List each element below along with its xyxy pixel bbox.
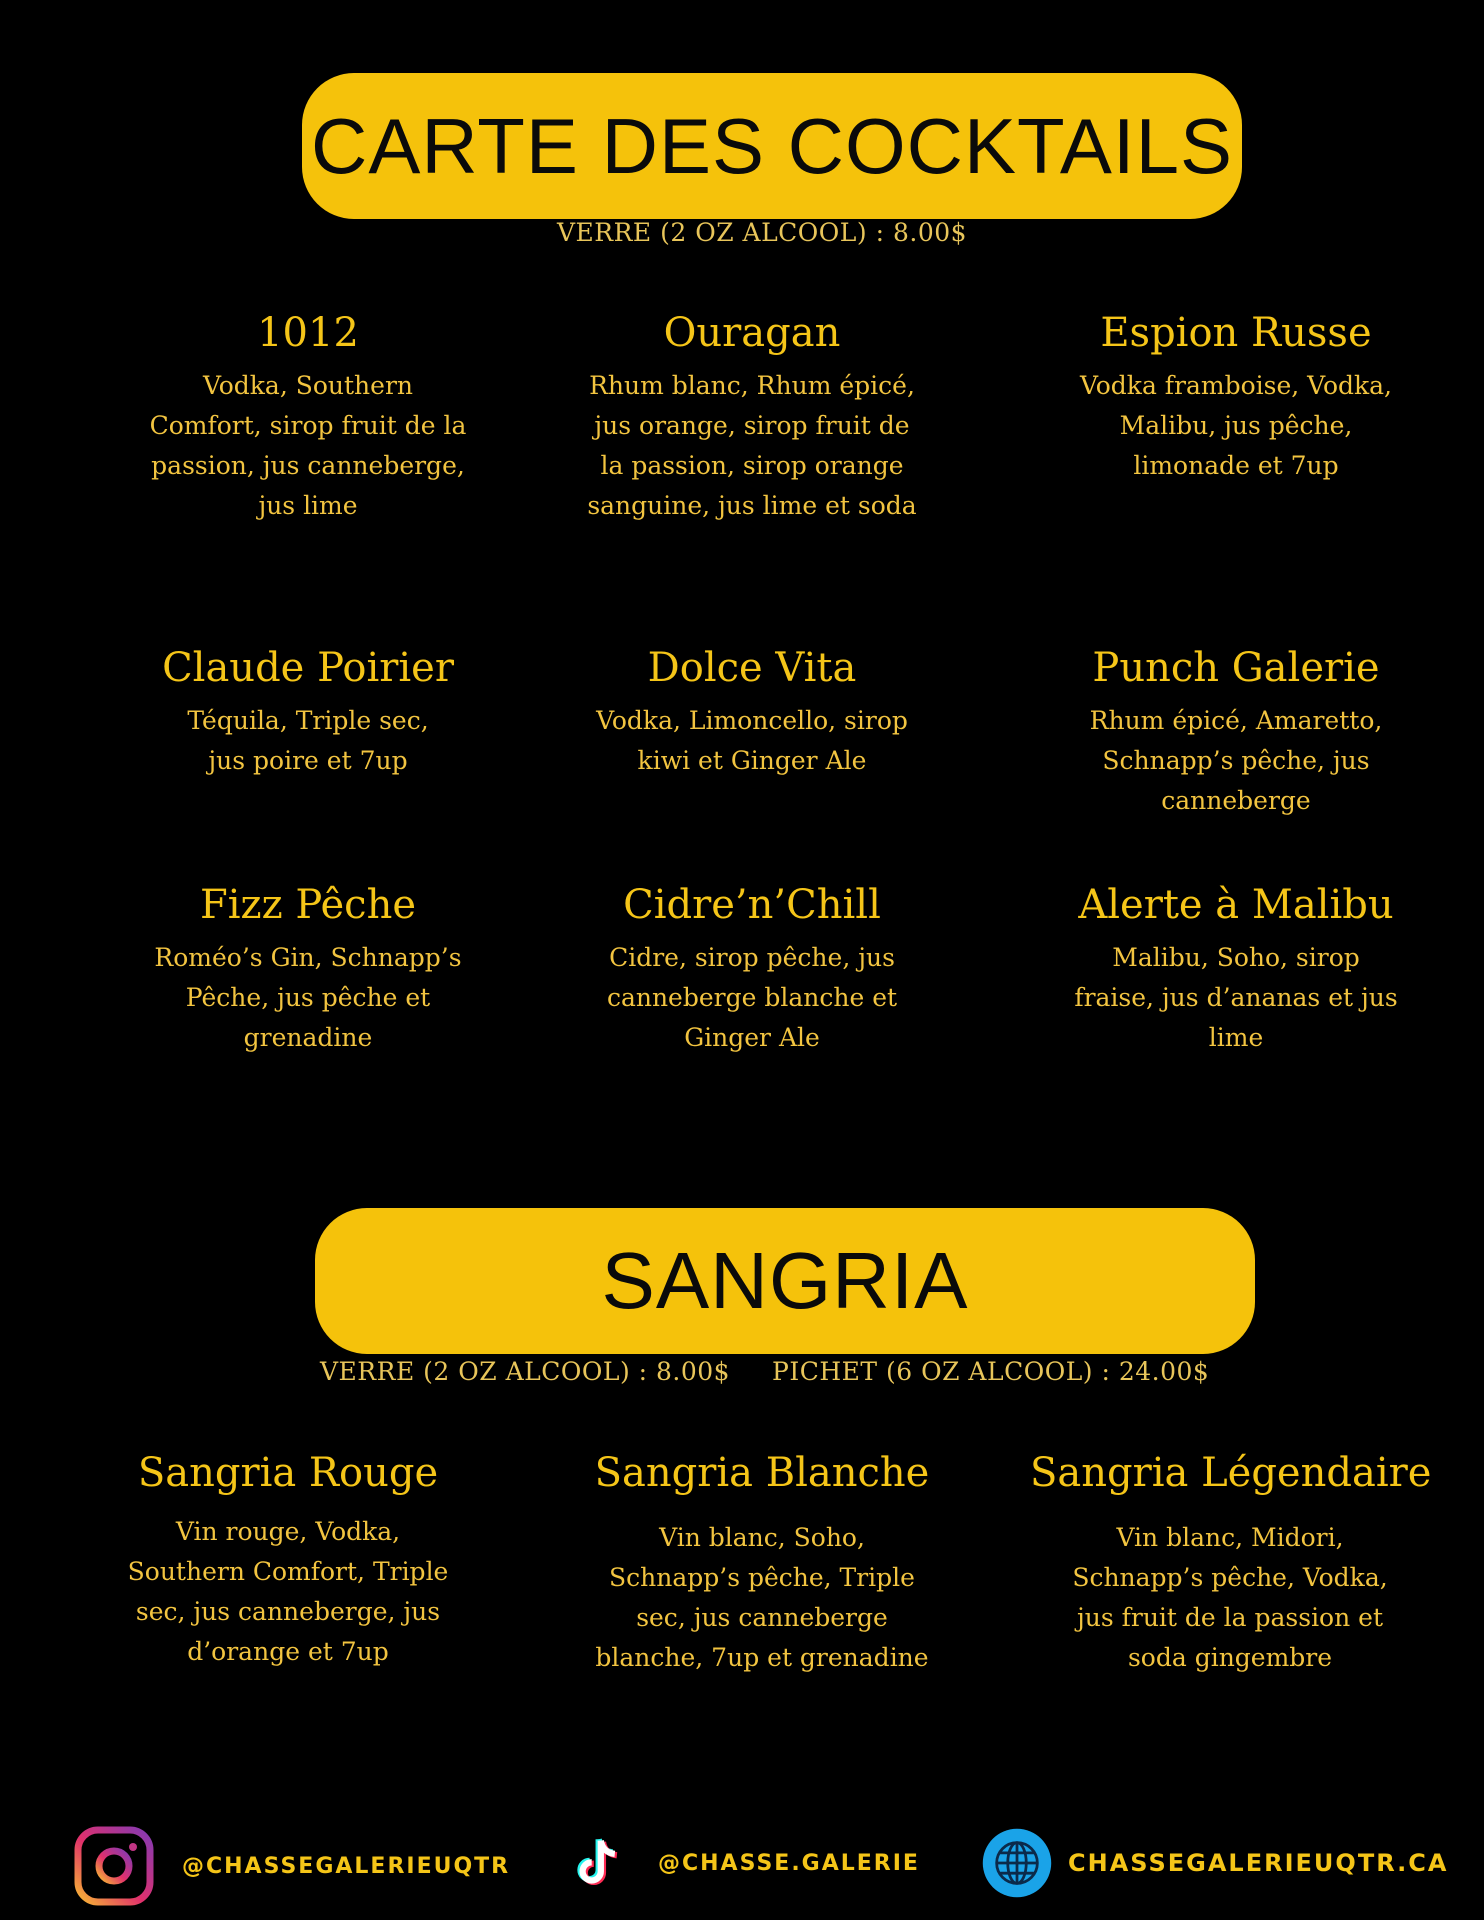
sangria-price-pitcher: PICHET (6 OZ ALCOOL) : 24.00$ <box>772 1357 1210 1386</box>
sangria-item <box>88 1448 488 1672</box>
sangria-desc: Vin rouge, Vodka, Southern Comfort, Triple sec, jus canneberge, jus d’orange et 7up <box>127 1517 449 1666</box>
instagram-link[interactable] <box>74 1826 510 1906</box>
cocktail-name: Dolce Vita <box>647 645 857 691</box>
tiktok-link[interactable] <box>570 1831 920 1895</box>
website-url[interactable]: CHASSEGALERIEUQTR.CA <box>1068 1849 1449 1877</box>
instagram-icon <box>74 1826 154 1906</box>
cocktail-item <box>108 308 508 526</box>
cocktail-item <box>552 308 952 526</box>
cocktail-desc: Vodka framboise, Vodka, Malibu, jus pêche, limonade et 7up <box>1079 371 1392 480</box>
cocktail-item <box>1036 880 1436 1058</box>
website-link[interactable] <box>980 1826 1448 1900</box>
tiktok-handle[interactable]: @CHASSE.GALERIE <box>658 1850 920 1876</box>
sangria-desc: Vin blanc, Midori, Schnapp’s pêche, Vodka, jus fruit de la passion et soda gingembre <box>1072 1523 1388 1672</box>
globe-icon <box>980 1826 1054 1900</box>
cocktail-name: Alerte à Malibu <box>1078 882 1394 928</box>
sangria-item <box>1030 1448 1430 1678</box>
cocktails-price: VERRE (2 OZ ALCOOL) : 8.00$ <box>556 218 968 247</box>
cocktail-item <box>108 880 508 1058</box>
cocktail-name: Espion Russe <box>1100 310 1372 356</box>
cocktail-desc: Rhum épicé, Amaretto, Schnapp’s pêche, jus canneberge <box>1089 706 1383 815</box>
cocktail-name: Fizz Pêche <box>199 882 417 928</box>
sangria-name: Sangria Blanche <box>594 1450 930 1496</box>
cocktail-item <box>552 643 952 781</box>
cocktail-item <box>1036 643 1436 821</box>
cocktail-item <box>552 880 952 1058</box>
cocktail-desc: Vodka, Southern Comfort, sirop fruit de la passion, jus canneberge, jus lime <box>149 371 467 520</box>
cocktails-title-banner <box>302 73 1242 219</box>
cocktail-desc: Malibu, Soho, sirop fraise, jus d’ananas et jus lime <box>1074 943 1398 1052</box>
cocktail-name: Claude Poirier <box>162 645 454 691</box>
cocktail-item <box>108 643 508 781</box>
sangria-title: SANGRIA <box>601 1236 969 1325</box>
instagram-handle[interactable]: @CHASSEGALERIEUQTR <box>182 1853 511 1879</box>
cocktail-desc: Roméo’s Gin, Schnapp’s Pêche, jus pêche et grenadine <box>154 943 462 1052</box>
sangria-desc: Vin blanc, Soho, Schnapp’s pêche, Triple sec, jus canneberge blanche, 7up et grenadine <box>595 1523 929 1672</box>
sangria-title-banner <box>315 1208 1255 1354</box>
cocktail-name: Ouragan <box>663 310 841 356</box>
cocktails-title: CARTE DES COCKTAILS <box>311 101 1233 190</box>
cocktail-name: Punch Galerie <box>1092 645 1380 691</box>
cocktail-desc: Téquila, Triple sec, jus poire et 7up <box>187 706 429 775</box>
cocktail-item <box>1036 308 1436 486</box>
cocktail-name: Cidre’n’Chill <box>623 882 881 928</box>
tiktok-icon <box>570 1831 626 1895</box>
cocktail-name: 1012 <box>257 310 359 356</box>
sangria-item <box>562 1448 962 1678</box>
sangria-name: Sangria Légendaire <box>1030 1450 1432 1496</box>
cocktail-desc: Rhum blanc, Rhum épicé, jus orange, sirop fruit de la passion, sirop orange sanguine, jus lime et soda <box>587 371 917 520</box>
cocktail-desc: Vodka, Limoncello, sirop kiwi et Ginger Ale <box>596 706 908 775</box>
sangria-price-glass: VERRE (2 OZ ALCOOL) : 8.00$ <box>320 1357 731 1386</box>
sangria-name: Sangria Rouge <box>137 1450 439 1496</box>
cocktail-desc: Cidre, sirop pêche, jus canneberge blanche et Ginger Ale <box>606 943 898 1052</box>
